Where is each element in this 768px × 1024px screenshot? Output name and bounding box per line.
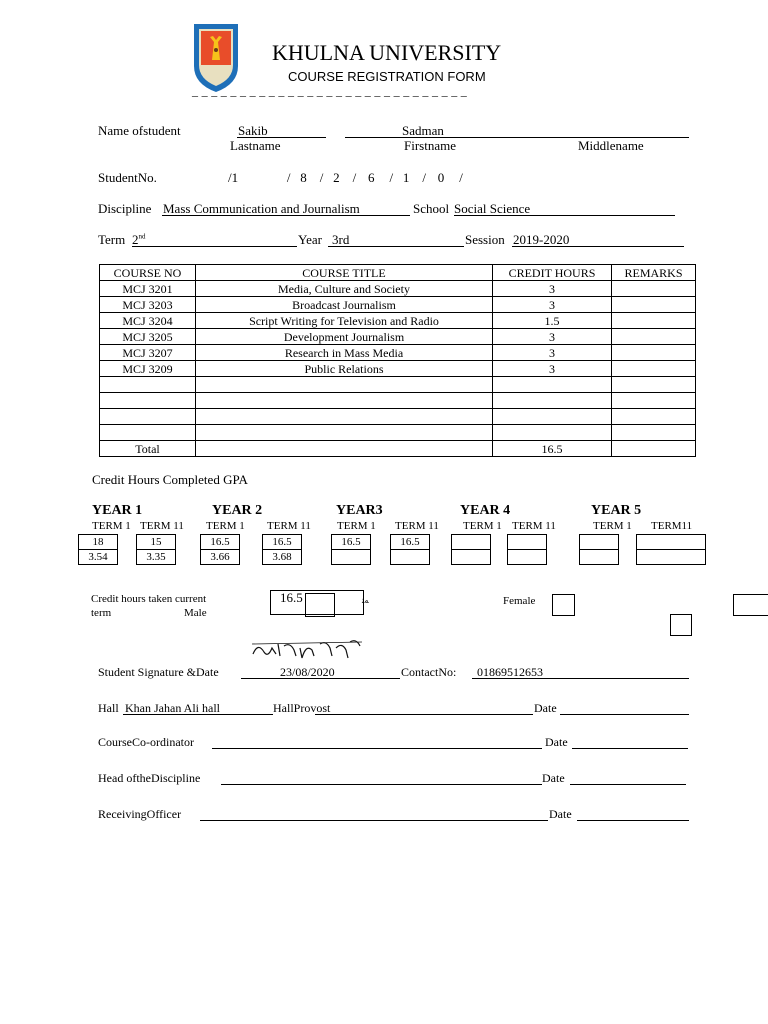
- term-label: TERM 1: [593, 520, 632, 532]
- course-no: MCJ 3203: [100, 297, 196, 313]
- course-title[interactable]: [196, 425, 493, 441]
- course-no: MCJ 3205: [100, 329, 196, 345]
- term-label: TERM 1: [337, 520, 376, 532]
- course-no[interactable]: [100, 425, 196, 441]
- receiving-officer-label: ReceivingOfficer: [98, 807, 182, 821]
- course-title: Research in Mass Media: [196, 345, 493, 361]
- credit-box[interactable]: 15: [136, 534, 176, 550]
- term-label: TERM 1: [92, 520, 131, 532]
- course-title[interactable]: [196, 377, 493, 393]
- credit-hours: 3: [493, 281, 612, 297]
- year-value[interactable]: 3rd: [332, 232, 350, 247]
- course-no[interactable]: [100, 377, 196, 393]
- remarks-cell[interactable]: [612, 297, 696, 313]
- remarks-cell[interactable]: [612, 281, 696, 297]
- credit-hours: 3: [493, 329, 612, 345]
- female-checkbox[interactable]: [552, 594, 575, 616]
- handwritten-signature: [250, 636, 365, 662]
- remarks-cell[interactable]: [612, 329, 696, 345]
- term-value[interactable]: 2nd: [132, 232, 146, 247]
- extra-checkbox[interactable]: [733, 594, 768, 616]
- school-value[interactable]: Social Science: [454, 201, 531, 216]
- session-value[interactable]: 2019-2020: [513, 232, 570, 247]
- course-table: [99, 264, 696, 457]
- male-label: Male: [184, 607, 207, 619]
- credit-hours: 3: [493, 345, 612, 361]
- course-title: Media, Culture and Society: [196, 281, 493, 297]
- female-label: Female: [503, 595, 536, 607]
- mark-icon: ﻪﺘ: [362, 596, 369, 605]
- student-signature-label: Student Signature &Date: [98, 665, 219, 679]
- year-1-label: YEAR 1: [92, 503, 143, 518]
- remarks-cell[interactable]: [612, 393, 696, 409]
- header-remarks: REMARKS: [612, 265, 696, 281]
- university-title: KHULNA UNIVERSITY: [272, 40, 502, 65]
- current-credit-label: Credit hours taken current: [91, 593, 207, 605]
- gpa-box[interactable]: [451, 549, 491, 565]
- student-no-label: StudentNo.: [98, 170, 157, 185]
- term-label: TERM 11: [512, 520, 556, 532]
- student-no-field[interactable]: /1 / 8 / 2 / 6 / 1 / 0 /: [228, 170, 463, 185]
- lastname-value[interactable]: Sakib: [238, 123, 268, 138]
- term-label: TERM 1: [206, 520, 245, 532]
- credit-box[interactable]: 16.5: [200, 534, 240, 550]
- credit-box[interactable]: 16.5: [390, 534, 430, 550]
- remarks-cell[interactable]: [612, 345, 696, 361]
- gpa-box[interactable]: 3.54: [78, 549, 118, 565]
- table-row[interactable]: [100, 313, 696, 329]
- credit-hours[interactable]: [493, 425, 612, 441]
- gpa-box[interactable]: 3.68: [262, 549, 302, 565]
- course-title[interactable]: [196, 393, 493, 409]
- total-credit: 16.5: [493, 441, 612, 457]
- course-no: MCJ 3204: [100, 313, 196, 329]
- head-date-label: Date: [542, 771, 565, 785]
- session-label: Session: [465, 232, 505, 247]
- course-title: Broadcast Journalism: [196, 297, 493, 313]
- current-credit-value: 16.5: [280, 590, 303, 605]
- male-checkbox[interactable]: [305, 593, 335, 617]
- credit-box[interactable]: [507, 534, 547, 550]
- term-label: Term: [98, 232, 126, 247]
- term-label: TERM 1: [463, 520, 502, 532]
- head-label: Head oftheDiscipline: [98, 771, 201, 785]
- table-row[interactable]: [100, 329, 696, 345]
- course-title: Development Journalism: [196, 329, 493, 345]
- remarks-cell[interactable]: [612, 313, 696, 329]
- gpa-label: Credit Hours Completed GPA: [92, 472, 248, 487]
- credit-box[interactable]: 16.5: [331, 534, 371, 550]
- gpa-box[interactable]: [331, 549, 371, 565]
- table-header-row: [100, 265, 696, 281]
- table-row[interactable]: [100, 393, 696, 409]
- header-course-no: COURSE NO: [100, 265, 196, 281]
- credit-box[interactable]: [636, 534, 706, 550]
- course-no[interactable]: [100, 393, 196, 409]
- table-row[interactable]: [100, 361, 696, 377]
- year-4-label: YEAR 4: [460, 503, 511, 518]
- hall-value[interactable]: Khan Jahan Ali hall: [125, 701, 220, 715]
- year-label: Year: [298, 232, 322, 247]
- course-no: MCJ 3201: [100, 281, 196, 297]
- course-title: Script Writing for Television and Radio: [196, 313, 493, 329]
- credit-box[interactable]: [579, 534, 619, 550]
- hall-label: Hall: [98, 701, 119, 715]
- year-3-label: YEAR3: [336, 503, 383, 518]
- table-total-row: [100, 441, 696, 457]
- table-row[interactable]: [100, 425, 696, 441]
- middlename-caption: Middlename: [578, 138, 644, 153]
- extra-checkbox-2[interactable]: [670, 614, 692, 636]
- contact-number[interactable]: 01869512653: [477, 665, 543, 679]
- term-label: TERM11: [651, 520, 693, 532]
- term-label: TERM 11: [140, 520, 184, 532]
- credit-box[interactable]: 18: [78, 534, 118, 550]
- credit-hours[interactable]: [493, 393, 612, 409]
- remarks-cell[interactable]: [612, 425, 696, 441]
- form-title: COURSE REGISTRATION FORM: [288, 69, 486, 84]
- total-label: Total: [100, 441, 196, 457]
- gpa-box[interactable]: 3.35: [136, 549, 176, 565]
- course-title[interactable]: [196, 409, 493, 425]
- hall-provost-label: HallProvost: [273, 701, 331, 715]
- university-logo: [190, 20, 242, 94]
- gpa-box[interactable]: [507, 549, 547, 565]
- receiving-date-label: Date: [549, 807, 572, 821]
- credit-hours[interactable]: [493, 409, 612, 425]
- lastname-caption: Lastname: [230, 138, 281, 153]
- table-row[interactable]: [100, 377, 696, 393]
- credit-hours: 3: [493, 361, 612, 377]
- term-label: TERM 11: [395, 520, 439, 532]
- school-label: School: [413, 201, 450, 216]
- gpa-box[interactable]: [390, 549, 430, 565]
- header-dash-line: _ _ _ _ _ _ _ _ _ _ _ _ _ _ _ _ _ _ _ _ _ _ _ _ _ _ _ _ _: [192, 84, 468, 98]
- current-credit-label-term: term: [91, 607, 112, 619]
- header-course-title: COURSE TITLE: [196, 265, 493, 281]
- year-5-label: YEAR 5: [591, 503, 642, 518]
- credit-box[interactable]: [451, 534, 491, 550]
- remarks-cell[interactable]: [612, 377, 696, 393]
- table-row[interactable]: [100, 409, 696, 425]
- credit-hours[interactable]: [493, 377, 612, 393]
- gpa-box[interactable]: 3.66: [200, 549, 240, 565]
- gpa-box[interactable]: [579, 549, 619, 565]
- student-signature-date[interactable]: 23/08/2020: [280, 665, 335, 679]
- table-row[interactable]: [100, 297, 696, 313]
- credit-hours: 1.5: [493, 313, 612, 329]
- hall-date-label: Date: [534, 701, 557, 715]
- header-credit-hours: CREDIT HOURS: [493, 265, 612, 281]
- course-no: MCJ 3207: [100, 345, 196, 361]
- credit-box[interactable]: 16.5: [262, 534, 302, 550]
- coordinator-date-label: Date: [545, 735, 568, 749]
- course-title: Public Relations: [196, 361, 493, 377]
- remarks-cell[interactable]: [612, 409, 696, 425]
- credit-hours: 3: [493, 297, 612, 313]
- table-row[interactable]: [100, 345, 696, 361]
- course-no[interactable]: [100, 409, 196, 425]
- discipline-value[interactable]: Mass Communication and Journalism: [163, 201, 360, 216]
- contact-label: ContactNo:: [401, 665, 457, 679]
- discipline-label: Discipline: [98, 201, 152, 216]
- coordinator-label: CourseCo-ordinator: [98, 735, 194, 749]
- year-2-label: YEAR 2: [212, 503, 263, 518]
- name-label: Name ofstudent: [98, 123, 181, 138]
- gpa-box[interactable]: [636, 549, 706, 565]
- course-no: MCJ 3209: [100, 361, 196, 377]
- firstname-caption: Firstname: [404, 138, 456, 153]
- table-row[interactable]: [100, 281, 696, 297]
- remarks-cell[interactable]: [612, 361, 696, 377]
- firstname-value[interactable]: Sadman: [402, 123, 444, 138]
- term-label: TERM 11: [267, 520, 311, 532]
